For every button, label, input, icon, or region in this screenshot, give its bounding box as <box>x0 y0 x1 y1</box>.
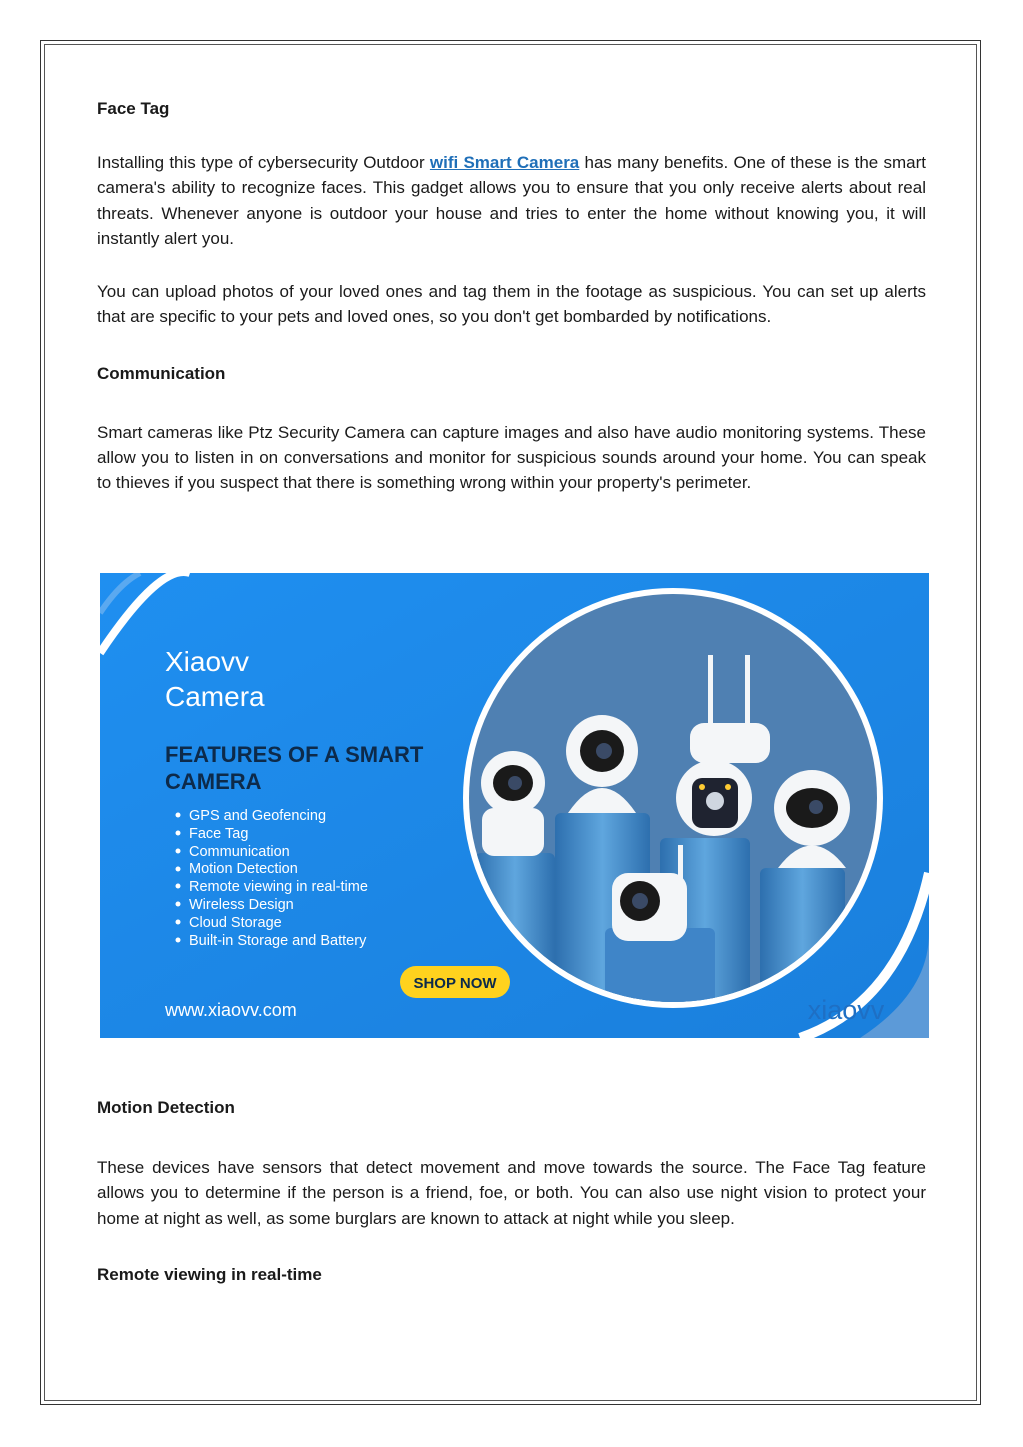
banner-brand-line2: Camera <box>165 681 265 712</box>
paragraph-face-tag-2: You can upload photos of your loved ones and tag them in the footage as suspicious. You can set up alerts that are specific to your pets and loved ones, so you don't get bombarded by notifications. <box>97 282 926 327</box>
banner-brand-line1: Xiaovv <box>165 646 250 677</box>
feature-item: Motion Detection <box>189 861 298 877</box>
xiaovv-camera-banner[interactable] <box>100 573 929 1038</box>
feature-item: Communication <box>189 844 290 860</box>
heading-face-tag: Face Tag <box>97 99 170 118</box>
document-body <box>97 96 926 496</box>
heading-remote-viewing: Remote viewing in real-time <box>97 1264 322 1284</box>
feature-item: Remote viewing in real-time <box>189 879 368 895</box>
feature-item: GPS and Geofencing <box>189 808 327 824</box>
feature-item: Face Tag <box>189 826 249 842</box>
document-body-lower <box>97 1095 926 1288</box>
camera-icon <box>481 751 545 856</box>
paragraph-face-tag-1: Installing this type of cybersecurity Outdoor wifi Smart Camera has many benefits. One of these is the smart camera's ability to recognize faces. This gadget allows you to ensure that you only receive alerts about real threats. Whenever anyone is outdoor your house and tries to enter the home without knowing you, it will instantly alert you. <box>97 153 926 248</box>
feature-item: Wireless Design <box>189 897 294 913</box>
xiaovv-logo: xiaovv <box>807 995 885 1025</box>
feature-item: Built-in Storage and Battery <box>189 933 367 949</box>
wifi-smart-camera-link[interactable]: wifi Smart Camera <box>429 153 580 172</box>
heading-motion-detection: Motion Detection <box>97 1098 235 1117</box>
banner-url: www.xiaovv.com <box>165 1000 297 1020</box>
paragraph-communication-1: Smart cameras like Ptz Security Camera can capture images and also have audio monitoring systems. These allow you to listen in on conversations and monitor for suspicious sounds around your home. You can speak to thieves if you suspect that there is something wrong within your property's perimeter. <box>97 422 926 493</box>
banner-headline-line1: FEATURES OF A SMART <box>165 742 424 767</box>
feature-item: Cloud Storage <box>189 915 282 931</box>
shop-now-label: SHOP NOW <box>413 975 497 992</box>
paragraph-motion-detection-1: These devices have sensors that detect movement and move towards the source. The Face Tag feature allows you to determine if the person is a friend, foe, or both. You can also use night vision to protect your home at night as well, as some burglars are known to attack at night while you sleep. <box>97 1158 926 1228</box>
banner-headline-line2: CAMERA <box>165 769 262 794</box>
heading-communication: Communication <box>97 363 226 383</box>
shop-now-button[interactable] <box>400 966 510 998</box>
